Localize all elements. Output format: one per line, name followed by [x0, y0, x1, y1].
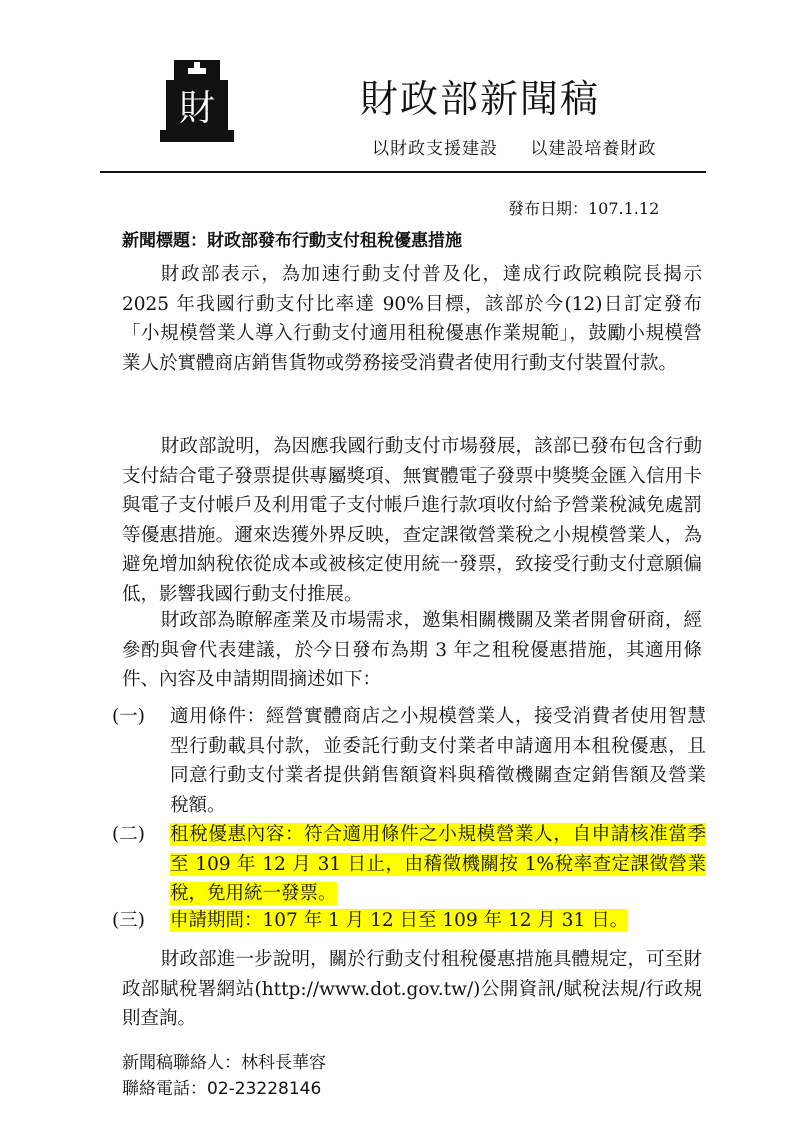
ministry-emblem-logo — [158, 58, 236, 144]
list-item-number: (一) — [112, 706, 145, 727]
highlighted-text: 申請期間：107 年 1 月 12 日至 109 年 12 月 31 日。 — [170, 910, 629, 931]
list-item-text: 適用條件：經營實體商店之小規模營業人，接受消費者使用智慧型行動載具付款，並委託行動支付業者申請適用本租稅優惠，且同意行動支付業者提供銷售額資料與稽徵機關查定銷售額及營業稅額。 — [170, 706, 706, 816]
contact-phone: 聯絡電話：02-23228146 — [122, 1079, 322, 1099]
release-date: 發布日期：107.1.12 — [508, 199, 660, 218]
list-item-number: (二) — [112, 824, 145, 845]
page-title: 財政部新聞稿 — [360, 77, 601, 121]
list-item-number: (三) — [112, 910, 145, 931]
highlighted-text: 租稅優惠內容：符合適用條件之小規模營業人，自申請核准當季至 109 年 12 月 31 日止，由稽徵機關按 1%稅率查定課徵營業稅，免用統一發票。 — [170, 824, 706, 904]
slogan-right: 以建設培養財政 — [530, 139, 657, 159]
svg-text:財: 財 — [178, 88, 216, 129]
paragraph-1: 財政部表示，為加速行動支付普及化，達成行政院賴院長揭示 2025 年我國行動支付比率達 90%目標，該部於今(12)日訂定發布「小規模營業人導入行動支付適用租稅優惠作業規範」，鼓勵小規模營業人於實體商店銷售貨物或勞務接受消費者使用行動支付裝置付款。 — [122, 264, 702, 374]
paragraph-3: 財政部為瞭解產業及市場需求，邀集相關機關及業者開會研商，經參酌與會代表建議，於今日發布為期 3 年之租稅優惠措施，其適用條件、內容及申請期間摘述如下： — [122, 610, 702, 690]
contact-person: 新聞稿聯絡人：林科長華容 — [122, 1053, 326, 1073]
paragraph-2: 財政部說明，為因應我國行動支付市場發展，該部已發布包含行動支付結合電子發票提供專屬獎項、無實體電子發票中獎獎金匯入信用卡與電子支付帳戶及利用電子支付帳戶進行款項收付給予營業稅減免處罰等優惠措施。邇來迭獲外界反映，查定課徵營業稅之小規模營業人，為避免增加納稅依從成本或被核定使用統一發票，致接受行動支付意願偏低，影響我國行動支付推展。 — [122, 436, 702, 605]
slogan — [372, 134, 682, 159]
news-headline: 新聞標題：財政部發布行動支付租稅優惠措施 — [122, 231, 462, 251]
header-divider — [100, 171, 706, 173]
slogan-left: 以財政支援建設 — [372, 139, 498, 159]
closing-paragraph: 財政部進一步說明，關於行動支付租稅優惠措施具體規定，可至財政部賦稅署網站(http://www.dot.gov.tw/)公開資訊/賦稅法規/行政規則查詢。 — [122, 949, 702, 1029]
